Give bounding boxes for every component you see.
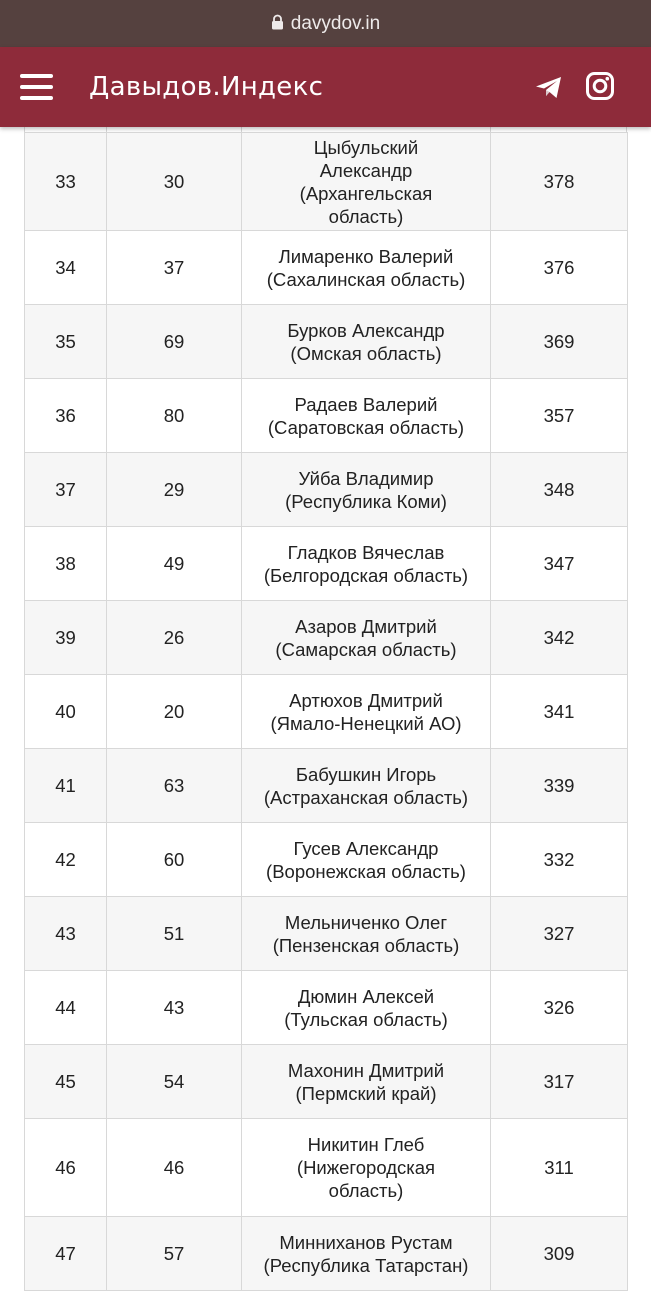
previous-rank-cell: 20	[107, 675, 242, 749]
telegram-icon[interactable]	[534, 72, 566, 104]
governor-cell	[242, 453, 491, 527]
score-cell: 332	[491, 823, 628, 897]
table-row	[25, 971, 628, 1045]
governor-name: Радаев Валерий	[294, 393, 438, 415]
score-cell: 341	[491, 675, 628, 749]
region-name: (Тульская область)	[284, 1008, 448, 1030]
governor-name: Артюхов Дмитрий	[289, 689, 443, 711]
browser-url-bar[interactable]	[0, 0, 651, 47]
table-row	[25, 823, 628, 897]
table-row	[25, 1119, 628, 1217]
governor-name: Гусев Александр	[293, 837, 439, 859]
instagram-icon[interactable]	[585, 71, 617, 103]
score-cell: 357	[491, 379, 628, 453]
governor-cell	[242, 305, 491, 379]
previous-rank-cell: 69	[107, 305, 242, 379]
table-row	[25, 601, 628, 675]
region-name: (Нижегородская область)	[296, 1157, 436, 1201]
table-row	[25, 379, 628, 453]
rank-cell: 47	[25, 1217, 107, 1291]
score-cell: 376	[491, 231, 628, 305]
governor-cell	[242, 823, 491, 897]
previous-rank-cell: 46	[107, 1119, 242, 1217]
region-name: (Сахалинская область)	[266, 268, 466, 290]
score-cell: 378	[491, 133, 628, 231]
governor-cell	[242, 897, 491, 971]
region-name: (Архангельская область)	[299, 182, 433, 227]
rank-cell: 37	[25, 453, 107, 527]
rank-cell: 33	[25, 133, 107, 231]
governor-cell	[242, 971, 491, 1045]
previous-rank-cell: 51	[107, 897, 242, 971]
previous-rank-cell: 57	[107, 1217, 242, 1291]
governor-cell	[242, 133, 491, 231]
previous-rank-cell: 54	[107, 1045, 242, 1119]
region-name: (Ямало-Ненецкий АО)	[270, 712, 462, 734]
region-name: (Республика Татарстан)	[263, 1254, 469, 1276]
governor-name: Минниханов Рустам	[279, 1231, 453, 1253]
table-row	[25, 1217, 628, 1291]
table-row	[25, 133, 628, 231]
governor-cell	[242, 601, 491, 675]
rank-cell: 39	[25, 601, 107, 675]
rank-cell: 42	[25, 823, 107, 897]
region-name: (Белгородская область)	[263, 564, 469, 586]
governor-cell	[242, 675, 491, 749]
previous-rank-cell: 43	[107, 971, 242, 1045]
rank-cell: 43	[25, 897, 107, 971]
governor-name: Бабушкин Игорь	[295, 763, 437, 785]
score-cell: 317	[491, 1045, 628, 1119]
previous-rank-cell: 80	[107, 379, 242, 453]
rank-cell: 41	[25, 749, 107, 823]
governor-cell	[242, 749, 491, 823]
governor-name: Никитин Глеб	[307, 1134, 425, 1155]
governor-cell	[242, 1217, 491, 1291]
previous-rank-cell: 30	[107, 133, 242, 231]
lock-icon	[271, 14, 284, 36]
previous-rank-cell: 37	[107, 231, 242, 305]
previous-rank-cell: 60	[107, 823, 242, 897]
region-name: (Астраханская область)	[263, 786, 469, 808]
governor-cell	[242, 1045, 491, 1119]
score-cell: 347	[491, 527, 628, 601]
previous-rank-cell: 29	[107, 453, 242, 527]
rank-cell: 46	[25, 1119, 107, 1217]
rank-cell: 34	[25, 231, 107, 305]
governor-cell	[242, 527, 491, 601]
governor-name: Гладков Вячеслав	[287, 541, 445, 563]
score-cell: 326	[491, 971, 628, 1045]
table-row	[25, 527, 628, 601]
governor-name: Махонин Дмитрий	[287, 1059, 445, 1081]
rank-cell: 45	[25, 1045, 107, 1119]
governor-name: Азаров Дмитрий	[295, 615, 437, 637]
rank-cell: 36	[25, 379, 107, 453]
region-name: (Пензенская область)	[272, 934, 460, 956]
previous-rank-cell: 63	[107, 749, 242, 823]
previous-rank-cell: 26	[107, 601, 242, 675]
score-cell: 311	[491, 1119, 628, 1217]
table-row	[25, 897, 628, 971]
rank-cell: 38	[25, 527, 107, 601]
governor-name: Лимаренко Валерий	[278, 245, 454, 267]
previous-rank-cell: 49	[107, 527, 242, 601]
governor-name: Дюмин Алексей	[297, 985, 435, 1007]
score-cell: 348	[491, 453, 628, 527]
score-cell: 327	[491, 897, 628, 971]
table-row	[25, 231, 628, 305]
table-row	[25, 1045, 628, 1119]
url-text: davydov.in	[290, 12, 381, 34]
region-name: (Пермский край)	[295, 1082, 437, 1104]
table-row	[25, 453, 628, 527]
rank-cell: 44	[25, 971, 107, 1045]
hamburger-menu-icon[interactable]	[20, 71, 54, 103]
region-name: (Республика Коми)	[285, 490, 447, 512]
table-row	[25, 305, 628, 379]
rank-cell: 35	[25, 305, 107, 379]
score-cell: 309	[491, 1217, 628, 1291]
region-name: (Саратовская область)	[267, 416, 465, 438]
governor-name: Уйба Владимир	[298, 467, 434, 489]
rank-cell: 40	[25, 675, 107, 749]
governor-cell	[242, 231, 491, 305]
score-cell: 339	[491, 749, 628, 823]
site-title[interactable]: Давыдов.Индекс	[89, 72, 324, 102]
table-row	[25, 675, 628, 749]
score-cell: 342	[491, 601, 628, 675]
governor-cell	[242, 1119, 491, 1217]
region-name: (Омская область)	[290, 342, 442, 364]
governor-name: Бурков Александр	[287, 319, 445, 341]
governor-cell	[242, 379, 491, 453]
governor-name: Мельниченко Олег	[284, 911, 448, 933]
region-name: (Самарская область)	[275, 638, 457, 660]
governor-name: Цыбульский Александр	[313, 136, 419, 181]
rating-table	[24, 132, 627, 1291]
table-row	[25, 749, 628, 823]
score-cell: 369	[491, 305, 628, 379]
region-name: (Воронежская область)	[266, 860, 466, 882]
